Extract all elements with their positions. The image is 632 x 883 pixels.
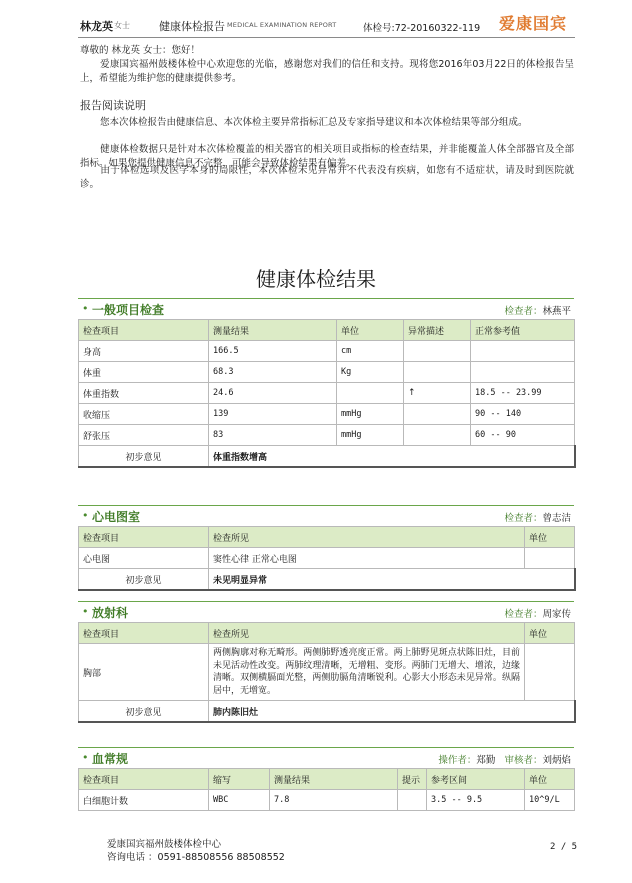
flag-cell: ↑ [404,383,471,404]
summary-value: 肺内陈旧灶 [209,701,575,723]
table-row [79,341,575,362]
column-header: 单位 [525,527,575,548]
table-header-row [79,527,575,548]
summary-label: 初步意见 [79,446,209,468]
result-cell: 24.6 [209,383,337,404]
checker-label: 检查者： [504,609,543,620]
table-row [79,404,575,425]
column-header: 单位 [525,623,575,644]
table-header-row [79,623,575,644]
table-row [79,548,575,569]
item-cell: 舒张压 [79,425,209,446]
result-cell: 139 [209,404,337,425]
blood-section [78,747,574,811]
results-title: 健康体检结果 [256,267,376,291]
unit-cell [525,548,575,569]
general-exam-header [78,298,574,319]
guide-title: 报告阅读说明 [80,99,146,112]
checker-label: 检查者： [504,306,543,317]
general-exam-section [78,298,574,468]
section-name: 一般项目检查 [92,303,165,317]
ref-cell [471,341,575,362]
column-header: 异常描述 [404,320,471,341]
greeting: 尊敬的 林龙英 女士：您好！ [80,45,201,56]
flag-cell [404,404,471,425]
section-name: 放射科 [92,606,129,620]
unit-cell: 10^9/L [525,790,575,811]
table-row [79,383,575,404]
result-cell: 7.8 [270,790,398,811]
general-exam-table [78,319,576,468]
footer-phone: 咨询电话 ：0591-88508556 88508552 [107,852,285,863]
checker-label: 检查者： [504,513,543,524]
column-header: 测量结果 [209,320,337,341]
range-cell: 3.5 -- 9.5 [427,790,525,811]
column-header: 检查项目 [79,527,209,548]
unit-cell: Kg [337,362,404,383]
brand-logo: 爱康国宾 [499,14,568,33]
summary-row [79,701,575,723]
unit-cell [337,383,404,404]
checker-name: 曾志洁 [542,513,571,524]
page-number: 2 / 5 [550,842,578,852]
checker-name: 周家传 [542,609,571,620]
column-header: 测量结果 [270,769,398,790]
unit-cell: mmHg [337,425,404,446]
column-header: 单位 [525,769,575,790]
bullet-icon: • [82,509,89,522]
ref-cell: 18.5 -- 23.99 [471,383,575,404]
flag-cell [404,425,471,446]
guide-text-1: 您本次体检报告由健康信息、本次体检主要异常指标汇总及专家指导建议和本次体检结果等部分组成。 [100,117,528,128]
column-header: 检查项目 [79,320,209,341]
reviewer-name: 刘炳焰 [542,755,571,766]
summary-row [79,569,575,591]
checker-info [504,510,571,524]
finding-cell: 两侧胸廓对称无畸形。两侧肺野透亮度正常。两上肺野见斑点状陈旧灶，目前未见活动性改变。两肺纹理清晰，无增粗、变形。两肺门无增大、增浓，边缘清晰。双侧横膈面光整，两侧肋膈角清晰锐利。心影大小形态未见异常。纵隔居中，无增宽。 [209,644,525,701]
item-cell: 心电图 [79,548,209,569]
column-header: 检查项目 [79,623,209,644]
checker-name: 林燕平 [542,306,571,317]
operator-label: 操作者： [438,755,477,766]
abbr-cell: WBC [209,790,270,811]
table-row [79,790,575,811]
item-cell: 体重指数 [79,383,209,404]
report-title: 健康体检报告 [159,20,225,33]
ref-cell [471,362,575,383]
ecg-table [78,526,576,591]
ref-cell: 90 -- 140 [471,404,575,425]
item-cell: 收缩压 [79,404,209,425]
ref-cell: 60 -- 90 [471,425,575,446]
checker-info [504,606,571,620]
welcome-paragraph [80,58,574,85]
table-row [79,425,575,446]
staff-info [438,752,571,766]
column-header: 提示 [398,769,427,790]
item-cell: 白细胞计数 [79,790,209,811]
summary-row [79,446,575,468]
patient-name: 林龙英 [80,20,113,33]
unit-cell: cm [337,341,404,362]
item-cell: 胸部 [79,644,209,701]
summary-value: 未见明显异常 [209,569,575,591]
ecg-header [78,505,574,526]
flag-cell [404,341,471,362]
radiology-table [78,622,576,723]
patient-gender: 女士 [114,21,130,30]
item-cell: 体重 [79,362,209,383]
table-header-row [79,320,575,341]
radiology-header [78,601,574,622]
summary-label: 初步意见 [79,701,209,723]
section-name: 心电图室 [92,510,141,524]
welcome-text: 爱康国宾福州鼓楼体检中心欢迎您的光临，感谢您对我们的信任和支持。现将您2016年03月22日的体检报告呈上，希望能为维护您的健康提供参考。 [80,59,574,84]
footer-center-name: 爱康国宾福州鼓楼体检中心 [107,839,222,850]
header-divider [78,37,575,38]
table-row [79,362,575,383]
bullet-icon: • [82,302,89,315]
unit-cell [525,644,575,701]
column-header: 检查所见 [209,527,525,548]
guide-text-3: 由于体检选项及医学本身的局限性，本次体检未见异常并不代表没有疾病，如您有不适症状，请及时到医院就诊。 [80,165,574,190]
checker-info [504,303,571,317]
ecg-section [78,505,574,591]
column-header: 参考区间 [427,769,525,790]
section-name: 血常规 [92,752,129,766]
result-cell: 166.5 [209,341,337,362]
reviewer-label: 审核者： [504,755,543,766]
result-cell: 83 [209,425,337,446]
bullet-icon: • [82,751,89,764]
table-header-row [79,769,575,790]
blood-header [78,747,574,768]
column-header: 检查项目 [79,769,209,790]
operator-name: 郑勤 [476,755,496,766]
exam-number: 体检号:72-20160322-119 [363,23,481,34]
flag-cell [404,362,471,383]
result-cell: 68.3 [209,362,337,383]
report-subtitle: MEDICAL EXAMINATION REPORT [227,21,337,29]
guide-text-2: 健康体检数据只是针对本次体检覆盖的相关器官的相关项目或指标的检查结果，并非能覆盖人体全部器官及全部指标。如果您提供健康信息不完整，可能会导致体检结果有偏差。 [80,144,574,169]
column-header: 单位 [337,320,404,341]
guide-paragraph-3 [80,164,574,191]
column-header: 缩写 [209,769,270,790]
table-row [79,644,575,701]
item-cell: 身高 [79,341,209,362]
bullet-icon: • [82,605,89,618]
summary-value: 体重指数增高 [209,446,575,468]
guide-paragraph-1 [80,116,574,130]
column-header: 正常参考值 [471,320,575,341]
radiology-section [78,601,574,723]
unit-cell: mmHg [337,404,404,425]
column-header: 检查所见 [209,623,525,644]
finding-cell: 窦性心律 正常心电图 [209,548,525,569]
flag-cell [398,790,427,811]
summary-label: 初步意见 [79,569,209,591]
blood-table [78,768,575,811]
